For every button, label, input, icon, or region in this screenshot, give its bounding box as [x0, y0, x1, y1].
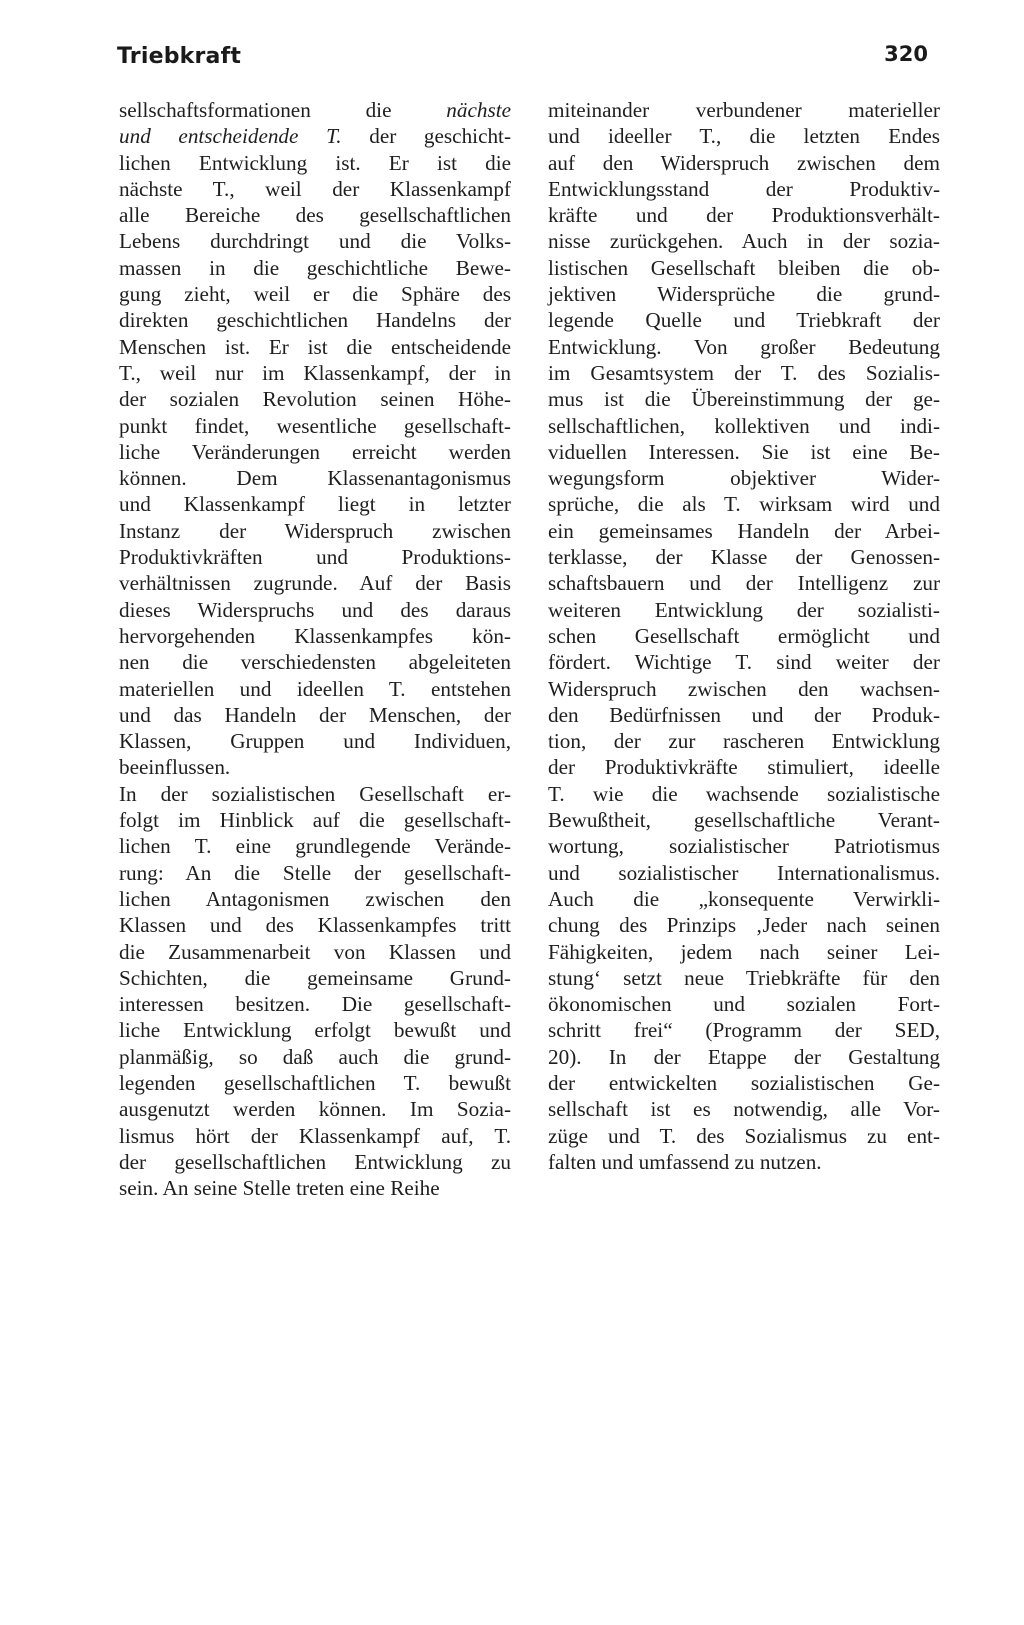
text-line: [119, 281, 511, 307]
text-span: und sozialistischer Internationalismus.: [548, 860, 940, 885]
text-line: [119, 1149, 511, 1175]
text-line: [548, 334, 940, 360]
text-span: sellschaftlichen, kollektiven und indi-: [548, 413, 940, 438]
text-span: direkten geschichtlichen Handelns der: [119, 308, 511, 333]
text-line: [119, 807, 511, 833]
text-line: [548, 570, 940, 596]
text-span: können. Dem Klassenantagonismus: [119, 466, 511, 491]
text-span: terklasse, der Klasse der Genossen-: [548, 545, 940, 570]
text-span: lismus hört der Klassenkampf auf, T.: [119, 1123, 511, 1148]
text-span: tion, der zur rascheren Entwicklung: [548, 729, 940, 754]
text-span: liche Entwicklung erfolgt bewußt und: [119, 1018, 511, 1043]
paragraph: [119, 97, 511, 781]
text-line: [119, 1044, 511, 1070]
text-line: [548, 965, 940, 991]
text-span: schen Gesellschaft ermöglicht und: [548, 623, 940, 648]
text-line: [548, 597, 940, 623]
text-line: [119, 860, 511, 886]
text-span: Bewußtheit, gesellschaftliche Verant-: [548, 808, 940, 833]
running-head: Triebkraft: [117, 44, 242, 69]
text-span: T. wie die wachsende sozialistische: [548, 781, 940, 806]
text-line: [119, 702, 511, 728]
text-line: [119, 465, 511, 491]
text-line: [548, 781, 940, 807]
text-line: [119, 413, 511, 439]
text-span: auf den Widerspruch zwischen dem: [548, 150, 940, 175]
text-span: der entwickelten sozialistischen Ge-: [548, 1070, 940, 1095]
text-line: [548, 807, 940, 833]
text-line: [548, 360, 940, 386]
text-line: [119, 386, 511, 412]
text-line: [119, 597, 511, 623]
text-span: sprüche, die als T. wirksam wird und: [548, 492, 940, 517]
text-line: [548, 1149, 940, 1175]
text-span: kräfte und der Produktionsverhält-: [548, 203, 940, 228]
text-span: falten und umfassend zu nutzen.: [548, 1149, 822, 1174]
text-line: [119, 176, 511, 202]
text-span: planmäßig, so daß auch die grund-: [119, 1044, 511, 1069]
text-span: rung: An die Stelle der gesellschaft-: [119, 860, 511, 885]
text-line: [119, 439, 511, 465]
text-line: [119, 518, 511, 544]
text-line: [119, 1070, 511, 1096]
text-span: massen in die geschichtliche Bewe-: [119, 255, 511, 280]
text-line: [119, 544, 511, 570]
text-span: und Klassenkampf liegt in letzter: [119, 492, 511, 517]
text-span: wortung, sozialistischer Patriotismus: [548, 834, 940, 859]
text-line: [119, 570, 511, 596]
text-line: [119, 676, 511, 702]
text-line: [119, 97, 511, 123]
text-span: 20). In der Etappe der Gestaltung: [548, 1044, 940, 1069]
text-line: [548, 544, 940, 570]
text-span: züge und T. des Sozialismus zu ent-: [548, 1123, 940, 1148]
text-line: [548, 97, 940, 123]
text-line: [119, 833, 511, 859]
text-line: [548, 912, 940, 938]
text-span: lichen T. eine grundlegende Verände-: [119, 834, 511, 859]
text-span: nisse zurückgehen. Auch in der sozia-: [548, 229, 940, 254]
text-span: schaftsbauern und der Intelligenz zur: [548, 571, 940, 596]
text-line: [119, 1017, 511, 1043]
text-line: [119, 491, 511, 517]
text-span: miteinander verbundener materieller: [548, 98, 940, 122]
text-span: Entwicklungsstand der Produktiv-: [548, 176, 940, 201]
text-line: [119, 991, 511, 1017]
text-line: [548, 228, 940, 254]
text-span: und das Handeln der Menschen, der: [119, 702, 511, 727]
text-span: mus ist die Übereinstimmung der ge-: [548, 387, 940, 412]
text-line: [548, 255, 940, 281]
text-span: T., weil nur im Klassenkampf, der in: [119, 360, 511, 385]
text-span: Klassen und des Klassenkampfes tritt: [119, 913, 511, 938]
text-span: verhältnissen zugrunde. Auf der Basis: [119, 571, 511, 596]
text-line: [119, 781, 511, 807]
text-span: Lebens durchdringt und die Volks-: [119, 229, 511, 254]
text-span: die Zusammenarbeit von Klassen und: [119, 939, 511, 964]
text-line: [548, 676, 940, 702]
text-span: folgt im Hinblick auf die gesellschaft-: [119, 808, 511, 833]
text-span: interessen besitzen. Die gesellschaft-: [119, 992, 511, 1017]
text-line: [119, 1123, 511, 1149]
text-span: legenden gesellschaftlichen T. bewußt: [119, 1070, 511, 1095]
text-span: lichen Entwicklung ist. Er ist die: [119, 150, 511, 175]
text-span: gung zieht, weil er die Sphäre des: [119, 282, 511, 307]
text-line: [119, 334, 511, 360]
text-span: der gesellschaftlichen Entwicklung zu: [119, 1149, 511, 1174]
text-span: dieses Widerspruchs und des daraus: [119, 597, 511, 622]
text-line: [548, 150, 940, 176]
text-span: fördert. Wichtige T. sind weiter der: [548, 650, 940, 675]
text-line: [548, 833, 940, 859]
text-line: [119, 255, 511, 281]
text-span: punkt findet, wesentliche gesellschaft-: [119, 413, 511, 438]
text-span: hervorgehenden Klassenkampfes kön-: [119, 623, 511, 648]
text-span: ausgenutzt werden können. Im Sozia-: [119, 1097, 511, 1122]
text-line: [119, 1096, 511, 1122]
text-span: ein gemeinsames Handeln der Arbei-: [548, 518, 940, 543]
text-span: liche Veränderungen erreicht werden: [119, 439, 511, 464]
text-span: materiellen und ideellen T. entstehen: [119, 676, 511, 701]
text-line: [119, 623, 511, 649]
paragraph: [119, 781, 511, 1202]
text-line: [119, 754, 511, 780]
text-span: sellschaftsformationen die: [119, 98, 447, 122]
left-column: [119, 97, 511, 1201]
text-line: [548, 939, 940, 965]
right-column: [548, 97, 940, 1175]
text-span: der sozialen Revolution seinen Höhe-: [119, 387, 511, 412]
text-span: chung des Prinzips ‚Jeder nach seinen: [548, 913, 940, 938]
text-span: Auch die „konsequente Verwirkli-: [548, 886, 940, 911]
text-line: [548, 281, 940, 307]
text-line: [119, 307, 511, 333]
text-span: Menschen ist. Er ist die entscheidende: [119, 334, 511, 359]
text-span: lichen Antagonismen zwischen den: [119, 886, 511, 911]
text-span: den Bedürfnissen und der Produk-: [548, 702, 940, 727]
text-line: [119, 202, 511, 228]
text-span: ökonomischen und sozialen Fort-: [548, 992, 940, 1017]
text-line: [119, 965, 511, 991]
text-line: [548, 176, 940, 202]
text-span: und ideeller T., die letzten Endes: [548, 124, 940, 149]
text-line: [548, 1096, 940, 1122]
text-line: [548, 1123, 940, 1149]
text-span: nächste T., weil der Klassenkampf: [119, 176, 511, 201]
text-span: alle Bereiche des gesellschaftlichen: [119, 203, 511, 228]
text-line: [548, 386, 940, 412]
text-line: [548, 1017, 940, 1043]
italic-term: nächste: [446, 98, 511, 122]
text-line: [548, 439, 940, 465]
text-span: wegungsform objektiver Wider-: [548, 466, 940, 491]
text-span: legende Quelle und Triebkraft der: [548, 308, 940, 333]
text-span: Entwicklung. Von großer Bedeutung: [548, 334, 940, 359]
text-line: [548, 413, 940, 439]
text-line: [548, 491, 940, 517]
text-span: listischen Gesellschaft bleiben die ob-: [548, 255, 940, 280]
text-span: jektiven Widersprüche die grund-: [548, 282, 940, 307]
text-line: [548, 465, 940, 491]
text-line: [548, 649, 940, 675]
text-line: [548, 307, 940, 333]
text-line: [119, 228, 511, 254]
text-line: [548, 518, 940, 544]
text-span: weiteren Entwicklung der sozialisti-: [548, 597, 940, 622]
text-line: [119, 912, 511, 938]
text-span: beeinflussen.: [119, 755, 231, 780]
text-line: [548, 202, 940, 228]
text-span: der Produktivkräfte stimuliert, ideelle: [548, 755, 940, 780]
text-line: [119, 1175, 511, 1201]
text-span: Produktivkräften und Produktions-: [119, 545, 511, 570]
text-line: [548, 860, 940, 886]
text-span: im Gesamtsystem der T. des Sozialis-: [548, 360, 940, 385]
text-span: Widerspruch zwischen den wachsen-: [548, 676, 940, 701]
text-line: [119, 886, 511, 912]
text-span: schritt frei“ (Programm der SED,: [548, 1018, 940, 1043]
text-line: [548, 1070, 940, 1096]
italic-term: und entscheidende T.: [119, 124, 342, 149]
text-line: [119, 150, 511, 176]
text-line: [119, 728, 511, 754]
text-span: viduellen Interessen. Sie ist eine Be-: [548, 439, 940, 464]
text-span: Instanz der Widerspruch zwischen: [119, 518, 511, 543]
text-line: [548, 754, 940, 780]
text-span: der geschicht-: [341, 124, 512, 149]
paragraph: [548, 97, 940, 1175]
text-line: [548, 623, 940, 649]
text-span: nen die verschiedensten abgeleiteten: [119, 650, 511, 675]
text-line: [548, 991, 940, 1017]
text-span: In der sozialistischen Gesellschaft er-: [119, 781, 511, 806]
text-line: [119, 939, 511, 965]
text-line: [548, 728, 940, 754]
text-line: [548, 1044, 940, 1070]
text-line: [119, 360, 511, 386]
page-number: 320: [884, 42, 928, 66]
text-span: Fähigkeiten, jedem nach seiner Lei-: [548, 939, 940, 964]
text-span: stung‘ setzt neue Triebkräfte für den: [548, 965, 940, 990]
text-line: [548, 123, 940, 149]
text-span: Schichten, die gemeinsame Grund-: [119, 965, 511, 990]
text-line: [548, 886, 940, 912]
text-span: sellschaft ist es notwendig, alle Vor-: [548, 1097, 940, 1122]
text-line: [119, 649, 511, 675]
text-span: sein. An seine Stelle treten eine Reihe: [119, 1176, 440, 1201]
text-line: [119, 123, 511, 149]
text-line: [548, 702, 940, 728]
text-span: Klassen, Gruppen und Individuen,: [119, 729, 511, 754]
